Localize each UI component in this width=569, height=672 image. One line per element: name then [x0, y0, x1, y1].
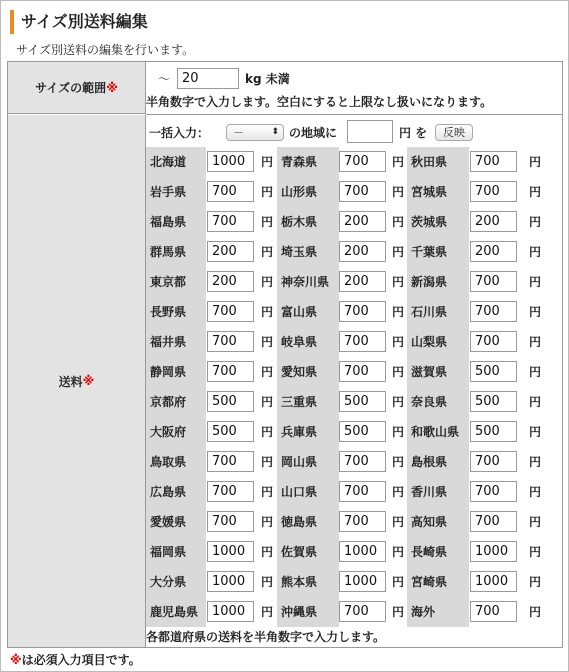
prefecture-label: 徳島県 [277, 507, 339, 537]
yen-unit-label: 円 [529, 275, 542, 289]
bulk-input-label: 一括入力： [149, 126, 210, 140]
shipping-fee-label-text: 送料 [58, 374, 83, 389]
size-help-text: 半角数字で入力します。空白にすると上限なし扱いになります。 [146, 95, 493, 109]
row-divider [146, 114, 562, 115]
prefecture-label: 茨城県 [407, 207, 469, 237]
yen-unit-label: 円 [392, 185, 405, 199]
prefecture-label: 長野県 [146, 297, 206, 327]
prefecture-fee-input[interactable] [470, 181, 517, 202]
prefecture-fee-input[interactable] [207, 331, 254, 352]
shipping-help-text: 各都道府県の送料を半角数字で入力します。 [146, 630, 386, 644]
prefecture-label: 京都府 [146, 387, 206, 417]
yen-unit-label: 円 [529, 185, 542, 199]
size-range-label-text: サイズの範囲 [35, 81, 107, 95]
prefecture-label: 三重県 [277, 387, 339, 417]
prefecture-fee-input[interactable] [207, 241, 254, 262]
bulk-region-select[interactable] [226, 124, 284, 141]
prefecture-label: 東京都 [146, 267, 206, 297]
yen-unit-label: 円 [529, 605, 542, 619]
prefecture-fee-input[interactable] [470, 601, 517, 622]
yen-unit-label: 円 [392, 455, 405, 469]
prefecture-label: 山梨県 [407, 327, 469, 357]
prefecture-label: 香川県 [407, 477, 469, 507]
prefecture-fee-input[interactable] [339, 241, 386, 262]
prefecture-label: 兵庫県 [277, 417, 339, 447]
prefecture-fee-input[interactable] [470, 241, 517, 262]
prefecture-label: 千葉県 [407, 237, 469, 267]
yen-unit-label: 円 [392, 215, 405, 229]
yen-unit-label: 円 [392, 275, 405, 289]
yen-unit-label: 円 [392, 335, 405, 349]
prefecture-fee-input[interactable] [339, 271, 386, 292]
prefecture-fee-input[interactable] [339, 601, 386, 622]
size-upper-limit-input[interactable] [177, 68, 239, 89]
prefecture-label: 秋田県 [407, 147, 469, 177]
prefecture-fee-input[interactable] [470, 301, 517, 322]
prefecture-fee-input[interactable] [339, 511, 386, 532]
prefecture-label: 宮崎県 [407, 567, 469, 597]
prefecture-fee-input[interactable] [470, 451, 517, 472]
yen-unit-label: 円 [261, 155, 274, 169]
yen-unit-label: 円 [261, 575, 274, 589]
yen-unit-label: 円 [529, 335, 542, 349]
yen-unit-label: 円 [529, 395, 542, 409]
yen-unit-label: 円 [529, 545, 542, 559]
yen-unit-label: 円 [261, 545, 274, 559]
prefecture-label: 栃木県 [277, 207, 339, 237]
yen-unit-label: 円 [261, 425, 274, 439]
prefecture-label: 大阪府 [146, 417, 206, 447]
select-arrows-icon: ⬍ [271, 127, 279, 137]
prefecture-label: 奈良県 [407, 387, 469, 417]
prefecture-fee-input[interactable] [470, 571, 517, 592]
size-unit-label: kg 未満 [245, 72, 290, 86]
yen-unit-label: 円 [261, 305, 274, 319]
yen-unit-label: 円 [392, 545, 405, 559]
yen-unit-label: 円 [261, 245, 274, 259]
size-range-label [8, 62, 146, 114]
prefecture-label: 大分県 [146, 567, 206, 597]
prefecture-label: 神奈川県 [277, 267, 339, 297]
prefecture-fee-input[interactable] [470, 151, 517, 172]
prefecture-label: 岡山県 [277, 447, 339, 477]
yen-unit-label: 円 [529, 485, 542, 499]
yen-unit-label: 円 [392, 305, 405, 319]
prefecture-fee-input[interactable] [207, 511, 254, 532]
yen-unit-label: 円 [529, 575, 542, 589]
prefecture-fee-input[interactable] [207, 421, 254, 442]
prefecture-fee-input[interactable] [470, 211, 517, 232]
prefecture-label: 愛媛県 [146, 507, 206, 537]
prefecture-label: 福井県 [146, 327, 206, 357]
bulk-yen-wo-label: 円 を [399, 126, 428, 140]
prefecture-fee-input[interactable] [207, 361, 254, 382]
yen-unit-label: 円 [529, 455, 542, 469]
prefecture-label: 沖縄県 [277, 597, 339, 627]
prefecture-fee-input[interactable] [207, 181, 254, 202]
yen-unit-label: 円 [392, 365, 405, 379]
prefecture-fee-input[interactable] [339, 451, 386, 472]
prefecture-fee-input[interactable] [339, 301, 386, 322]
yen-unit-label: 円 [261, 395, 274, 409]
prefecture-label: 和歌山県 [407, 417, 469, 447]
prefecture-label: 滋賀県 [407, 357, 469, 387]
yen-unit-label: 円 [529, 155, 542, 169]
yen-unit-label: 円 [392, 245, 405, 259]
prefecture-label: 北海道 [146, 147, 206, 177]
yen-unit-label: 円 [261, 185, 274, 199]
prefecture-label: 鹿児島県 [146, 597, 206, 627]
prefecture-label: 青森県 [277, 147, 339, 177]
prefecture-label: 新潟県 [407, 267, 469, 297]
tilde-label: ～ [158, 72, 171, 86]
required-mark: ※ [106, 80, 118, 95]
prefecture-fee-input[interactable] [470, 421, 517, 442]
apply-button[interactable]: 反映 [435, 124, 473, 141]
yen-unit-label: 円 [261, 365, 274, 379]
prefecture-fee-input[interactable] [207, 391, 254, 412]
prefecture-fee-input[interactable] [207, 271, 254, 292]
prefecture-label: 長崎県 [407, 537, 469, 567]
prefecture-label: 静岡県 [146, 357, 206, 387]
prefecture-fee-input[interactable] [470, 481, 517, 502]
prefecture-label: 山形県 [277, 177, 339, 207]
prefecture-fee-input[interactable] [207, 451, 254, 472]
prefecture-fee-input[interactable] [207, 541, 254, 562]
yen-unit-label: 円 [392, 515, 405, 529]
prefecture-label: 石川県 [407, 297, 469, 327]
prefecture-fee-input[interactable] [207, 151, 254, 172]
prefecture-fee-input[interactable] [470, 511, 517, 532]
prefecture-label: 福島県 [146, 207, 206, 237]
prefecture-fee-input[interactable] [339, 181, 386, 202]
yen-unit-label: 円 [529, 515, 542, 529]
yen-unit-label: 円 [261, 605, 274, 619]
prefecture-label: 岩手県 [146, 177, 206, 207]
prefecture-fee-input[interactable] [339, 361, 386, 382]
yen-unit-label: 円 [529, 305, 542, 319]
prefecture-label: 山口県 [277, 477, 339, 507]
page-subtitle: サイズ別送料の編集を行います。 [16, 43, 195, 57]
yen-unit-label: 円 [261, 215, 274, 229]
prefecture-fee-input[interactable] [207, 601, 254, 622]
yen-unit-label: 円 [529, 365, 542, 379]
prefecture-fee-input[interactable] [207, 481, 254, 502]
yen-unit-label: 円 [261, 515, 274, 529]
prefecture-fee-input[interactable] [339, 571, 386, 592]
prefecture-fee-input[interactable] [207, 301, 254, 322]
prefecture-fee-input[interactable] [339, 151, 386, 172]
yen-unit-label: 円 [392, 605, 405, 619]
prefecture-label: 岐阜県 [277, 327, 339, 357]
prefecture-fee-input[interactable] [207, 211, 254, 232]
page-title: サイズ別送料編集 [10, 10, 148, 34]
prefecture-fee-input[interactable] [470, 541, 517, 562]
prefecture-label: 宮城県 [407, 177, 469, 207]
yen-unit-label: 円 [261, 335, 274, 349]
prefecture-label: 富山県 [277, 297, 339, 327]
prefecture-label: 佐賀県 [277, 537, 339, 567]
yen-unit-label: 円 [261, 275, 274, 289]
required-mark: ※ [10, 653, 22, 667]
footer-note [10, 651, 141, 668]
yen-unit-label: 円 [392, 425, 405, 439]
shipping-fee-label [8, 115, 146, 647]
prefecture-fee-input[interactable] [339, 391, 386, 412]
prefecture-label: 群馬県 [146, 237, 206, 267]
prefecture-fee-input[interactable] [339, 331, 386, 352]
prefecture-label: 熊本県 [277, 567, 339, 597]
prefecture-fee-input[interactable] [470, 271, 517, 292]
prefecture-fee-input[interactable] [339, 481, 386, 502]
required-mark: ※ [82, 374, 95, 388]
prefecture-fee-input[interactable] [470, 391, 517, 412]
yen-unit-label: 円 [392, 575, 405, 589]
prefecture-fee-input[interactable] [207, 571, 254, 592]
yen-unit-label: 円 [529, 215, 542, 229]
footer-note-text: は必須入力項目です。 [21, 653, 141, 667]
yen-unit-label: 円 [529, 425, 542, 439]
prefecture-label: 海外 [407, 597, 469, 627]
prefecture-fee-input[interactable] [470, 361, 517, 382]
yen-unit-label: 円 [392, 395, 405, 409]
prefecture-label: 広島県 [146, 477, 206, 507]
prefecture-fee-input[interactable] [339, 541, 386, 562]
bulk-fee-input[interactable] [347, 120, 393, 143]
yen-unit-label: 円 [261, 455, 274, 469]
prefecture-fee-input[interactable] [339, 421, 386, 442]
prefecture-label: 高知県 [407, 507, 469, 537]
yen-unit-label: 円 [261, 485, 274, 499]
yen-unit-label: 円 [392, 485, 405, 499]
bulk-region-select-value: － [233, 126, 244, 139]
prefecture-label: 福岡県 [146, 537, 206, 567]
yen-unit-label: 円 [529, 245, 542, 259]
prefecture-label: 愛知県 [277, 357, 339, 387]
prefecture-label: 埼玉県 [277, 237, 339, 267]
yen-unit-label: 円 [392, 155, 405, 169]
bulk-region-suffix: の地域に [289, 126, 338, 140]
prefecture-fee-input[interactable] [470, 331, 517, 352]
prefecture-label: 島根県 [407, 447, 469, 477]
prefecture-fee-input[interactable] [339, 211, 386, 232]
prefecture-label: 鳥取県 [146, 447, 206, 477]
